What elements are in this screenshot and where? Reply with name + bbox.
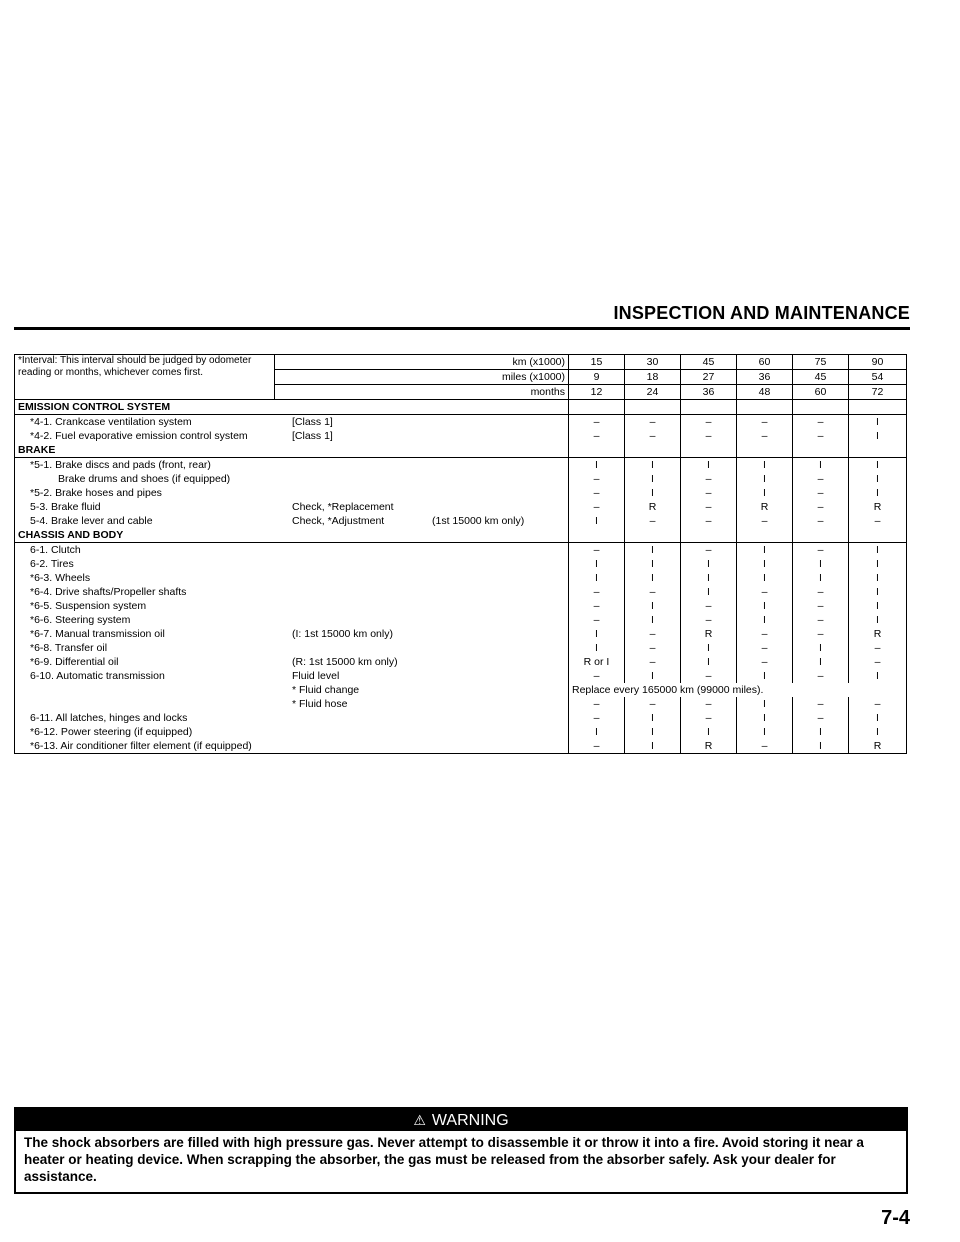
schedule-value: –: [793, 472, 849, 486]
schedule-value: I: [681, 725, 737, 739]
table-row: [15, 458, 907, 473]
item-cell: [15, 472, 569, 486]
table-row: [15, 683, 907, 697]
interval-value: 45: [793, 370, 849, 385]
schedule-value: –: [625, 585, 681, 599]
schedule-value: –: [569, 613, 625, 627]
schedule-value: –: [625, 429, 681, 443]
interval-value: 9: [569, 370, 625, 385]
warning-box: [14, 1107, 908, 1194]
schedule-value: –: [793, 543, 849, 558]
interval-value: 60: [793, 385, 849, 400]
schedule-value: –: [681, 415, 737, 430]
schedule-value: –: [569, 697, 625, 711]
schedule-value: –: [569, 739, 625, 754]
item-name: *6-7. Manual transmission oil: [30, 627, 165, 640]
schedule-value: I: [849, 429, 907, 443]
schedule-value: –: [793, 429, 849, 443]
item-name: *5-1. Brake discs and pads (front, rear): [30, 458, 211, 471]
schedule-value: –: [849, 655, 907, 669]
schedule-value: –: [569, 669, 625, 683]
empty-cell: [625, 528, 681, 543]
interval-value: 27: [681, 370, 737, 385]
empty-cell: [793, 443, 849, 458]
header-divider: [14, 327, 910, 330]
schedule-value: I: [849, 669, 907, 683]
schedule-value: –: [681, 486, 737, 500]
schedule-value: R: [625, 500, 681, 514]
item-cell: [15, 429, 569, 443]
item-name: 6-1. Clutch: [30, 543, 81, 556]
table-row: [15, 486, 907, 500]
unit-label: miles (x1000): [275, 370, 569, 385]
schedule-value: I: [681, 655, 737, 669]
table-row: [15, 613, 907, 627]
item-cell: [15, 725, 569, 739]
schedule-value: –: [737, 655, 793, 669]
schedule-value: I: [737, 711, 793, 725]
warning-triangle-icon: ⚠: [413, 1112, 426, 1128]
interval-value: 72: [849, 385, 907, 400]
schedule-value: –: [737, 641, 793, 655]
schedule-value: –: [569, 429, 625, 443]
item-cell: [15, 571, 569, 585]
empty-cell: [625, 443, 681, 458]
schedule-value: I: [793, 725, 849, 739]
schedule-value: I: [681, 641, 737, 655]
schedule-value: I: [625, 669, 681, 683]
schedule-value: I: [737, 725, 793, 739]
item-action: Check, *Replacement: [292, 500, 394, 513]
empty-cell: [625, 400, 681, 415]
schedule-value: I: [737, 458, 793, 473]
interval-value: 24: [625, 385, 681, 400]
schedule-value: –: [625, 655, 681, 669]
schedule-value: I: [625, 711, 681, 725]
table-row: [15, 599, 907, 613]
item-cell: [15, 458, 569, 473]
schedule-value: R: [737, 500, 793, 514]
section-title: EMISSION CONTROL SYSTEM: [15, 400, 569, 415]
interval-value: 18: [625, 370, 681, 385]
warning-header: [16, 1109, 906, 1131]
schedule-value: I: [793, 739, 849, 754]
interval-value: 48: [737, 385, 793, 400]
empty-cell: [569, 400, 625, 415]
schedule-value: –: [681, 472, 737, 486]
schedule-value: –: [681, 599, 737, 613]
empty-cell: [569, 443, 625, 458]
schedule-value: –: [625, 415, 681, 430]
warning-text: The shock absorbers are filled with high pressure gas. Never attempt to disassemble it or throw it into a fire. Avoid storing it near a heater or heating device. When scrapping the absorber, the gas must be released from the absorber safely. Ask your dealer for assistance.: [24, 1135, 864, 1184]
schedule-value: I: [569, 514, 625, 528]
item-name: *4-1. Crankcase ventilation system: [30, 415, 192, 428]
item-action: * Fluid change: [292, 683, 360, 696]
section-row: [15, 443, 907, 458]
item-cell: [15, 739, 569, 754]
item-note: (1st 15000 km only): [432, 514, 525, 527]
schedule-value: I: [681, 571, 737, 585]
item-cell: [15, 500, 569, 514]
schedule-value: –: [737, 514, 793, 528]
schedule-value: –: [737, 415, 793, 430]
schedule-value: I: [849, 571, 907, 585]
schedule-value: I: [849, 415, 907, 430]
schedule-value: –: [569, 585, 625, 599]
table-row: [15, 500, 907, 514]
table-row: [15, 655, 907, 669]
table-row: [15, 429, 907, 443]
schedule-value: –: [569, 711, 625, 725]
schedule-value: –: [793, 599, 849, 613]
schedule-value: I: [849, 599, 907, 613]
schedule-value: –: [737, 429, 793, 443]
schedule-value: I: [849, 711, 907, 725]
schedule-value: –: [849, 641, 907, 655]
item-action: (I: 1st 15000 km only): [292, 627, 393, 640]
schedule-value: –: [681, 613, 737, 627]
item-name: *6-6. Steering system: [30, 613, 131, 626]
schedule-value: I: [793, 655, 849, 669]
schedule-value: R: [849, 739, 907, 754]
schedule-value: I: [625, 458, 681, 473]
schedule-value: I: [625, 557, 681, 571]
schedule-value: I: [569, 641, 625, 655]
item-name: *6-5. Suspension system: [30, 599, 147, 612]
schedule-value: –: [793, 627, 849, 641]
schedule-value: –: [793, 486, 849, 500]
item-cell: [15, 613, 569, 627]
schedule-value: I: [737, 571, 793, 585]
schedule-value: –: [681, 429, 737, 443]
schedule-value: I: [849, 543, 907, 558]
table-row: [15, 711, 907, 725]
section-title: BRAKE: [15, 443, 569, 458]
table-row: [15, 514, 907, 528]
table-row: [15, 627, 907, 641]
empty-cell: [737, 528, 793, 543]
schedule-value: I: [625, 739, 681, 754]
item-note: [Class 1]: [292, 429, 333, 442]
schedule-value: I: [737, 486, 793, 500]
schedule-value: I: [849, 472, 907, 486]
item-cell: [15, 641, 569, 655]
item-cell: [15, 585, 569, 599]
schedule-value: –: [625, 514, 681, 528]
schedule-value: I: [737, 613, 793, 627]
section-row: [15, 528, 907, 543]
unit-label: months: [275, 385, 569, 400]
table-row: [15, 543, 907, 558]
item-name: 6-10. Automatic transmission: [30, 669, 165, 682]
maintenance-schedule-table: [14, 354, 907, 754]
schedule-value: –: [793, 711, 849, 725]
schedule-value: –: [681, 711, 737, 725]
schedule-value: I: [849, 486, 907, 500]
schedule-note: Replace every 165000 km (99000 miles).: [569, 683, 907, 697]
schedule-value: I: [625, 571, 681, 585]
schedule-value: –: [793, 697, 849, 711]
interval-value: 36: [737, 370, 793, 385]
item-name: 5-4. Brake lever and cable: [30, 514, 153, 527]
item-action: Check, *Adjustment: [292, 514, 385, 527]
table-row: [15, 557, 907, 571]
unit-label: km (x1000): [275, 355, 569, 370]
item-cell: [15, 543, 569, 558]
table-row: [15, 472, 907, 486]
schedule-value: –: [681, 500, 737, 514]
item-cell: [15, 514, 569, 528]
interval-value: 90: [849, 355, 907, 370]
schedule-value: I: [793, 571, 849, 585]
interval-value: 36: [681, 385, 737, 400]
item-cell: [15, 711, 569, 725]
page-number: 7-4: [881, 1207, 910, 1229]
item-name: 5-3. Brake fluid: [30, 500, 101, 513]
item-name: *6-8. Transfer oil: [30, 641, 108, 654]
item-note: [Class 1]: [292, 415, 333, 428]
schedule-value: –: [793, 415, 849, 430]
item-name: 6-2. Tires: [30, 557, 74, 570]
item-cell: [15, 557, 569, 571]
item-name: 6-11. All latches, hinges and locks: [30, 711, 188, 724]
interval-value: 45: [681, 355, 737, 370]
schedule-value: –: [849, 697, 907, 711]
schedule-value: I: [681, 585, 737, 599]
schedule-value: I: [625, 472, 681, 486]
warning-label: WARNING: [431, 1112, 509, 1129]
item-cell: [15, 697, 569, 711]
schedule-value: –: [569, 500, 625, 514]
item-action: (R: 1st 15000 km only): [292, 655, 398, 668]
schedule-value: –: [569, 415, 625, 430]
schedule-value: I: [849, 458, 907, 473]
schedule-value: I: [625, 486, 681, 500]
item-name: *5-2. Brake hoses and pipes: [30, 486, 162, 499]
item-name: *6-9. Differential oil: [30, 655, 119, 668]
schedule-value: I: [737, 543, 793, 558]
schedule-value: –: [569, 472, 625, 486]
item-name: Brake drums and shoes (if equipped): [58, 472, 231, 485]
schedule-value: I: [569, 557, 625, 571]
schedule-value: I: [625, 613, 681, 627]
interval-value: 30: [625, 355, 681, 370]
schedule-value: R: [849, 627, 907, 641]
schedule-value: I: [737, 697, 793, 711]
table-row: [15, 641, 907, 655]
schedule-value: I: [793, 641, 849, 655]
item-name: *6-4. Drive shafts/Propeller shafts: [30, 585, 187, 598]
table-row: [15, 725, 907, 739]
table-row: [15, 697, 907, 711]
schedule-value: –: [569, 599, 625, 613]
schedule-value: I: [625, 725, 681, 739]
section-row: [15, 400, 907, 415]
empty-cell: [737, 400, 793, 415]
item-cell: [15, 599, 569, 613]
schedule-value: I: [625, 599, 681, 613]
section-title: CHASSIS AND BODY: [15, 528, 569, 543]
schedule-value: I: [569, 725, 625, 739]
schedule-value: –: [681, 514, 737, 528]
schedule-value: –: [849, 514, 907, 528]
item-name: *6-12. Power steering (if equipped): [30, 725, 193, 738]
item-cell: [15, 683, 569, 697]
schedule-value: I: [569, 627, 625, 641]
interval-value: 54: [849, 370, 907, 385]
table-row: [15, 415, 907, 430]
empty-cell: [793, 400, 849, 415]
empty-cell: [681, 443, 737, 458]
table-header-row: [15, 355, 907, 370]
page-title: INSPECTION AND MAINTENANCE: [613, 303, 910, 323]
schedule-value: –: [681, 697, 737, 711]
schedule-value: I: [681, 458, 737, 473]
interval-note: *Interval: This interval should be judged by odometer reading or months, whichever comes first.: [15, 355, 275, 400]
item-cell: [15, 655, 569, 669]
item-name: *4-2. Fuel evaporative emission control system: [30, 429, 248, 442]
schedule-value: I: [737, 557, 793, 571]
empty-cell: [793, 528, 849, 543]
interval-value: 15: [569, 355, 625, 370]
schedule-value: I: [569, 458, 625, 473]
schedule-value: –: [625, 641, 681, 655]
item-name: *6-13. Air conditioner filter element (if equipped): [30, 739, 252, 752]
empty-cell: [681, 528, 737, 543]
item-cell: [15, 486, 569, 500]
empty-cell: [849, 443, 907, 458]
schedule-value: –: [625, 627, 681, 641]
schedule-value: –: [793, 585, 849, 599]
schedule-value: I: [849, 613, 907, 627]
table-row: [15, 669, 907, 683]
item-name: *6-3. Wheels: [30, 571, 91, 584]
schedule-value: –: [793, 669, 849, 683]
schedule-value: I: [737, 599, 793, 613]
empty-cell: [737, 443, 793, 458]
schedule-value: –: [737, 739, 793, 754]
schedule-value: –: [569, 486, 625, 500]
schedule-value: –: [793, 613, 849, 627]
schedule-value: I: [793, 458, 849, 473]
schedule-value: I: [793, 557, 849, 571]
item-action: Fluid level: [292, 669, 340, 682]
table-row: [15, 585, 907, 599]
item-cell: [15, 669, 569, 683]
item-cell: [15, 627, 569, 641]
schedule-value: –: [793, 500, 849, 514]
schedule-value: R: [681, 739, 737, 754]
schedule-value: –: [737, 585, 793, 599]
schedule-value: I: [737, 472, 793, 486]
schedule-value: I: [849, 585, 907, 599]
interval-value: 12: [569, 385, 625, 400]
schedule-value: R: [849, 500, 907, 514]
interval-value: 60: [737, 355, 793, 370]
schedule-value: –: [681, 669, 737, 683]
interval-value: 75: [793, 355, 849, 370]
empty-cell: [681, 400, 737, 415]
schedule-value: –: [625, 697, 681, 711]
empty-cell: [849, 528, 907, 543]
schedule-value: –: [569, 543, 625, 558]
table-row: [15, 571, 907, 585]
empty-cell: [849, 400, 907, 415]
item-cell: [15, 415, 569, 430]
schedule-value: I: [737, 669, 793, 683]
table-row: [15, 739, 907, 754]
schedule-value: I: [569, 571, 625, 585]
schedule-value: I: [625, 543, 681, 558]
schedule-value: I: [681, 557, 737, 571]
schedule-value: –: [737, 627, 793, 641]
schedule-value: –: [681, 543, 737, 558]
schedule-value: R or I: [569, 655, 625, 669]
schedule-value: R: [681, 627, 737, 641]
empty-cell: [569, 528, 625, 543]
item-action: * Fluid hose: [292, 697, 348, 710]
schedule-value: –: [793, 514, 849, 528]
schedule-value: I: [849, 725, 907, 739]
schedule-value: I: [849, 557, 907, 571]
